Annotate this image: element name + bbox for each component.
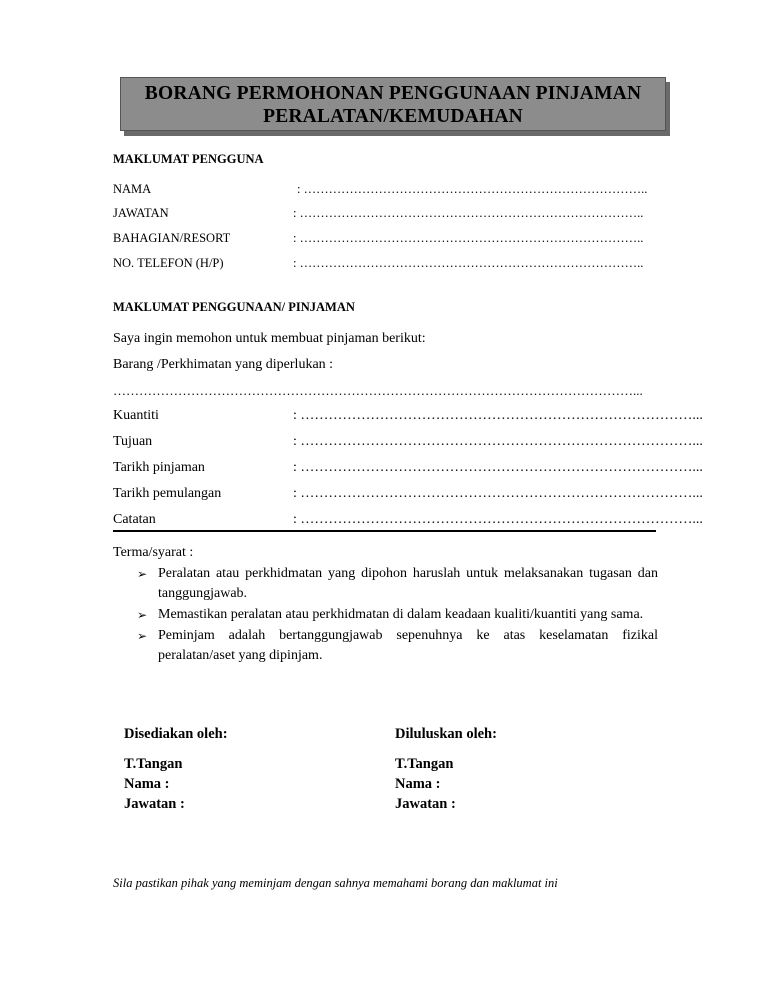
approved-by-block xyxy=(395,724,497,814)
terms-item-text: Memastikan peralatan atau perkhidmatan di dalam keadaan kualiti/kuantiti yang sama. xyxy=(158,607,644,622)
terms-item-text: Peralatan atau perkhidmatan yang dipohon haruslah untuk melaksanakan tugasan dan tanggungjawab. xyxy=(158,566,658,601)
field-row-tarikh-pemulangan xyxy=(113,486,703,506)
terms-item-text: Peminjam adalah bertanggungjawab sepenuhnya ke atas keselamatan fizikal peralatan/aset yang dipinjam. xyxy=(158,628,658,663)
field-row-catatan xyxy=(113,512,703,532)
field-label: NAMA xyxy=(113,182,152,196)
request-intro: Saya ingin memohon untuk membuat pinjaman berikut: xyxy=(113,331,426,346)
usage-info-heading: MAKLUMAT PENGGUNAAN/ PINJAMAN xyxy=(113,300,355,314)
terms-item xyxy=(113,605,658,625)
prepared-by-block xyxy=(124,724,228,814)
field-row-nama xyxy=(113,182,658,200)
field-label: Tarikh pinjaman xyxy=(113,460,205,475)
footer-note: Sila pastikan pihak yang meminjam dengan sahnya memahami borang dan maklumat ini xyxy=(113,876,558,890)
approved-name-label: Nama : xyxy=(395,776,441,792)
field-dotted-line[interactable]: : ……………………………………………………………………….. xyxy=(293,231,644,245)
field-label: NO. TELEFON (H/P) xyxy=(113,256,224,270)
prepared-by-heading: Disediakan oleh: xyxy=(124,726,228,742)
terms-item xyxy=(113,564,658,604)
field-label: JAWATAN xyxy=(113,206,169,220)
approved-position-label: Jawatan : xyxy=(395,796,456,812)
field-row-bahagian xyxy=(113,231,658,249)
prepared-signature-label: T.Tangan xyxy=(124,756,183,772)
form-title-box xyxy=(120,77,666,131)
terms-item xyxy=(113,626,658,666)
prepared-position-label: Jawatan : xyxy=(124,796,185,812)
field-dotted-line[interactable]: : ……………………………………………………………………….. xyxy=(297,182,648,196)
field-dotted-line[interactable]: : …………………………………………………………………………... xyxy=(293,460,703,475)
terms-label: Terma/syarat : xyxy=(113,545,194,560)
field-label: Catatan xyxy=(113,512,156,527)
field-row-tujuan xyxy=(113,434,703,454)
arrow-bullet-icon: ➢ xyxy=(137,567,148,581)
field-label: Kuantiti xyxy=(113,408,159,423)
field-label: Tarikh pemulangan xyxy=(113,486,222,501)
approved-by-heading: Diluluskan oleh: xyxy=(395,726,497,742)
field-row-jawatan xyxy=(113,206,658,224)
section-divider xyxy=(113,530,656,532)
user-info-heading: MAKLUMAT PENGGUNA xyxy=(113,152,264,166)
items-dotted-line[interactable]: …………………………………………………………………………………………………………... xyxy=(113,383,643,398)
field-dotted-line[interactable]: : …………………………………………………………………………... xyxy=(293,486,703,501)
field-label: BAHAGIAN/RESORT xyxy=(113,231,231,245)
arrow-bullet-icon: ➢ xyxy=(137,608,148,622)
form-title-line-1: BORANG PERMOHONAN PENGGUNAAN PINJAMAN xyxy=(144,83,642,104)
field-row-telefon xyxy=(113,256,658,274)
prepared-name-label: Nama : xyxy=(124,776,170,792)
field-label: Tujuan xyxy=(113,434,153,449)
items-label: Barang /Perkhimatan yang diperlukan : xyxy=(113,357,334,372)
arrow-bullet-icon: ➢ xyxy=(137,629,148,643)
field-row-tarikh-pinjaman xyxy=(113,460,703,480)
field-dotted-line[interactable]: : ……………………………………………………………………….. xyxy=(293,206,644,220)
terms-section xyxy=(113,543,658,666)
field-dotted-line[interactable]: : …………………………………………………………………………... xyxy=(293,408,703,423)
form-title-line-2: PERALATAN/KEMUDAHAN xyxy=(263,106,523,127)
field-dotted-line[interactable]: : ……………………………………………………………………….. xyxy=(293,256,644,270)
field-row-kuantiti xyxy=(113,408,703,428)
field-dotted-line[interactable]: : …………………………………………………………………………... xyxy=(293,512,703,527)
approved-signature-label: T.Tangan xyxy=(395,756,454,772)
field-dotted-line[interactable]: : …………………………………………………………………………... xyxy=(293,434,703,449)
